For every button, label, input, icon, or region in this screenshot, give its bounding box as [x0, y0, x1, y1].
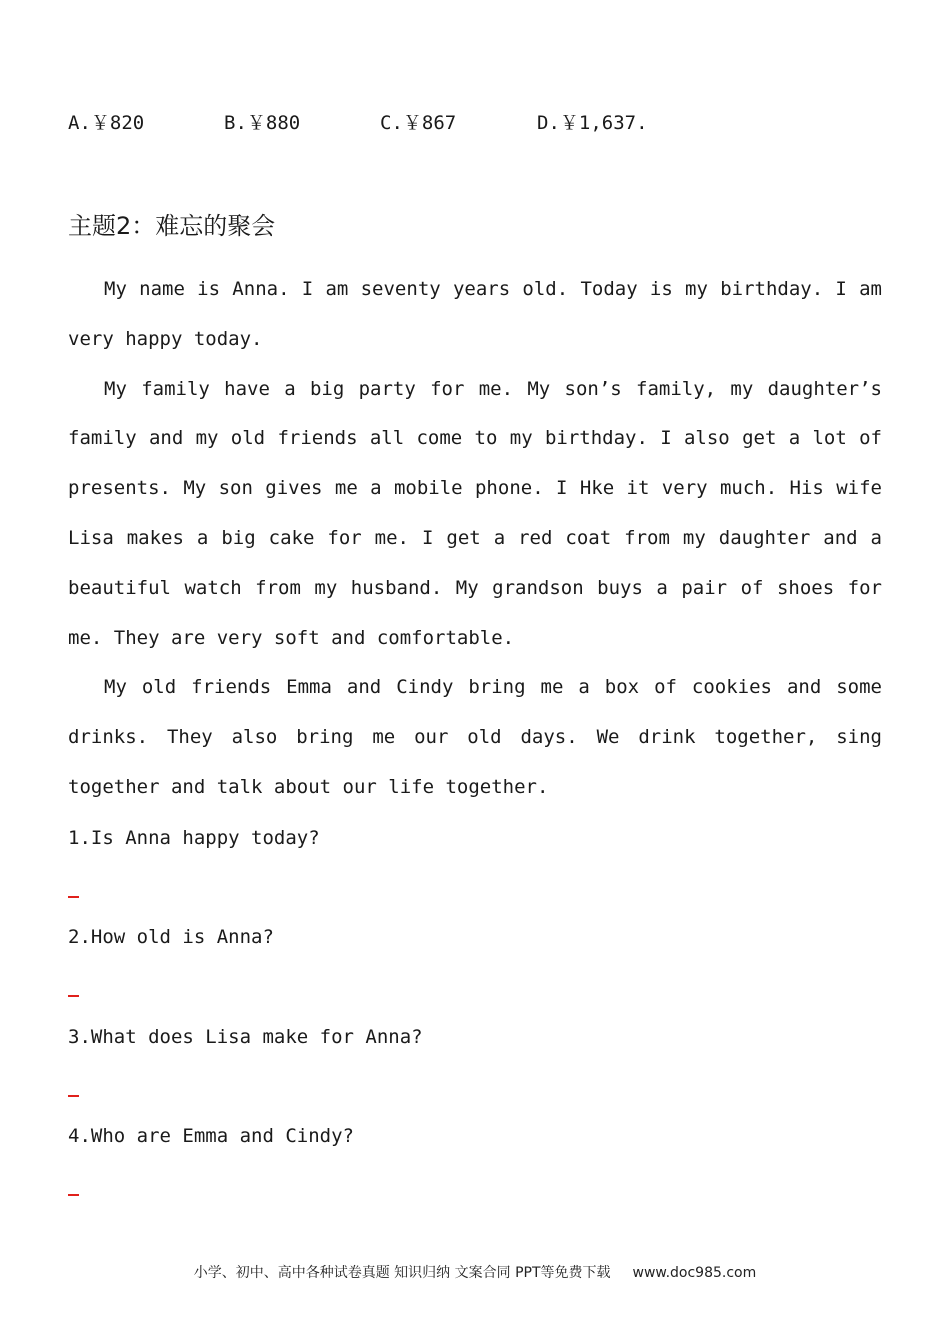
question-block-4 [68, 1121, 882, 1151]
section-heading: 主题2：难忘的聚会 [68, 212, 276, 240]
question-1: 1.Is Anna happy today? [68, 827, 320, 849]
question-block-1 [68, 823, 882, 853]
question-4: 4.Who are Emma and Cindy? [68, 1125, 354, 1147]
answer-line-3 [68, 1095, 79, 1097]
passage-paragraph-3: My old friends Emma and Cindy bring me a box of cookies and some drinks. They also bring me our old days. We drink together, sing together and talk about our life together. [68, 676, 882, 798]
option-b: B.￥880 [224, 112, 301, 134]
question-2: 2.How old is Anna? [68, 926, 274, 948]
option-c: C.￥867 [380, 112, 457, 134]
footer-text: 小学、初中、高中各种试卷真题 知识归纳 文案合同 PPT等免费下载 [193, 1265, 611, 1281]
answer-line-1 [68, 896, 79, 898]
option-d: D.￥1,637. [537, 112, 648, 134]
question-block-3 [68, 1022, 882, 1052]
question-block-2 [68, 922, 882, 952]
footer-url[interactable]: www.doc985.com [632, 1265, 757, 1281]
reading-passage [68, 265, 882, 813]
passage-paragraph-1: My name is Anna. I am seventy years old. Today is my birthday. I am very happy today. [68, 278, 882, 350]
answer-line-2 [68, 995, 79, 997]
passage-paragraph-2: My family have a big party for me. My son’s family, my daughter’s family and my old friends all come to my birthday. I also get a lot of presents. My son gives me a mobile phone. I Hke it very much. His wife Lisa makes a big cake for me. I get a red coat from my daughter and a beautiful watch from my husband. My grandson buys a pair of shoes for me. They are very soft and comfortable. [68, 377, 882, 649]
answer-line-4 [68, 1194, 79, 1196]
answer-options [68, 108, 868, 138]
page-footer [0, 1262, 950, 1282]
option-a: A.￥820 [68, 112, 145, 134]
question-3: 3.What does Lisa make for Anna? [68, 1026, 423, 1048]
